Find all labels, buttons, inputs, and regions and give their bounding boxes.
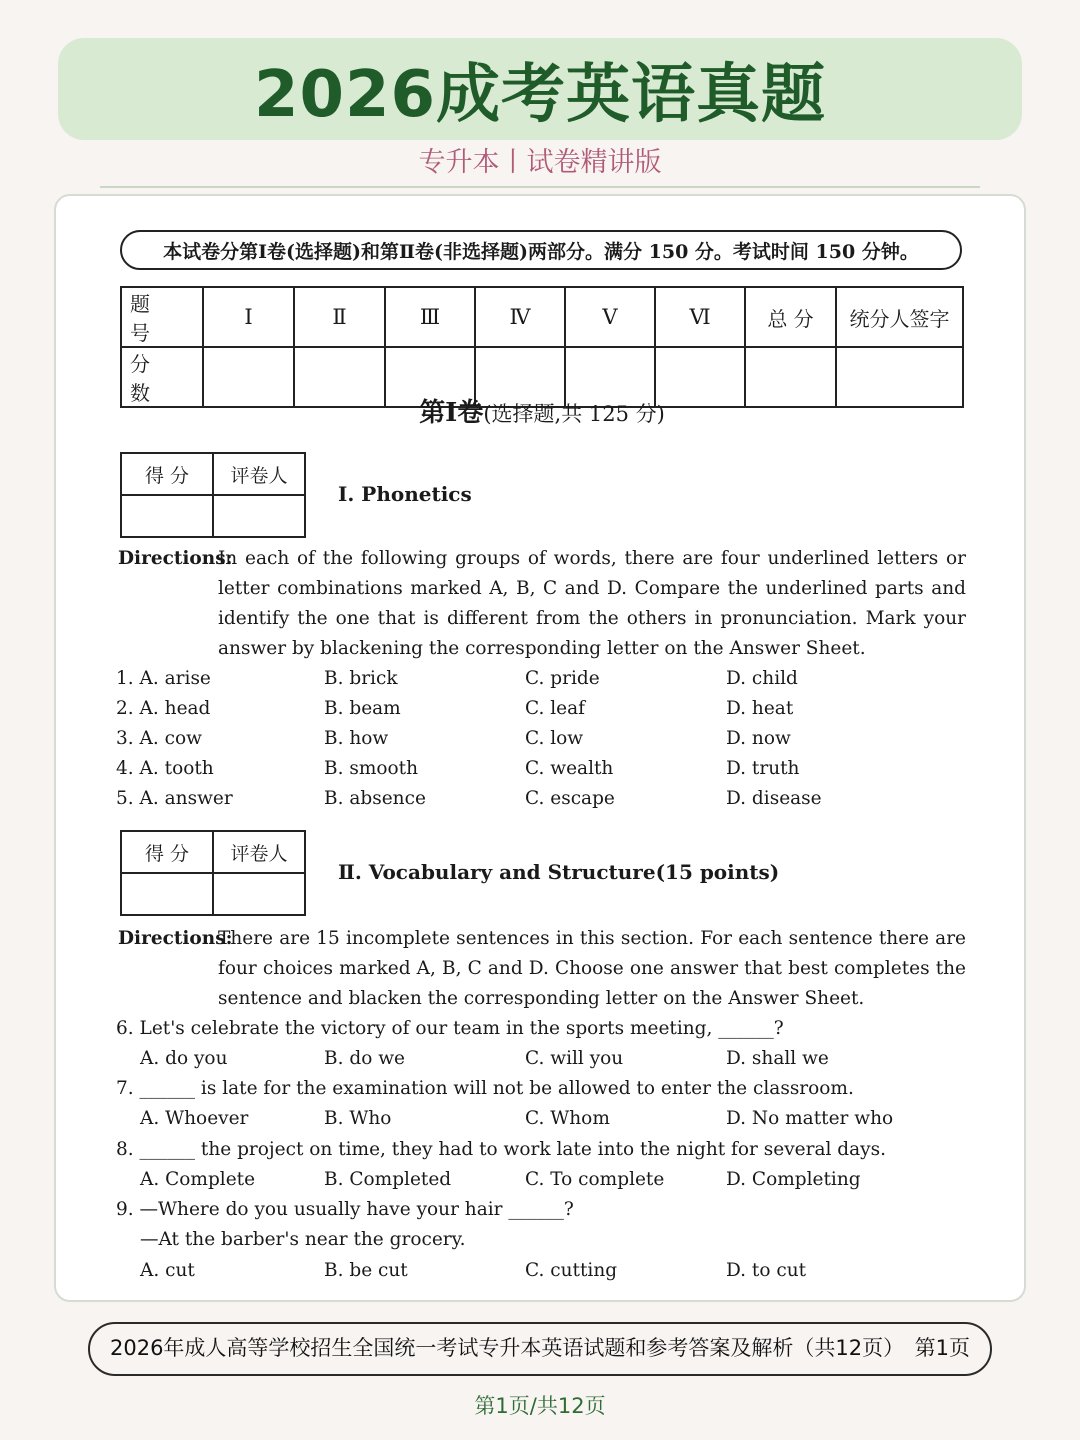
score-table-header: 总 分: [745, 287, 836, 347]
question-stem: 8. ______ the project on time, they had to work late into the night for several days.: [116, 1139, 886, 1160]
option: A. do you: [140, 1048, 228, 1069]
question-row: [116, 788, 976, 818]
option: 4. A. tooth: [116, 758, 214, 779]
grade-cell: [213, 495, 305, 537]
score-table-header: 题 号: [121, 287, 203, 347]
score-table-header: Ⅴ: [565, 287, 655, 347]
option: C. leaf: [525, 698, 585, 719]
question-row: [140, 1108, 1000, 1138]
question-row: [140, 1260, 1000, 1290]
score-table-header: Ⅲ: [385, 287, 475, 347]
grade-score-label: 得 分: [121, 453, 213, 495]
grade-box: [120, 452, 306, 538]
section-title-vocabulary: Ⅱ. Vocabulary and Structure(15 points): [338, 860, 780, 884]
option: B. Who: [324, 1108, 392, 1129]
volume-note: (选择题,共 125 分): [483, 402, 665, 426]
volume-heading: [56, 392, 1028, 429]
question-stem: 9. —Where do you usually have your hair ______?: [116, 1199, 574, 1220]
option: C. cutting: [525, 1260, 618, 1281]
footer-text: 2026年成人高等学校招生全国统一考试专升本英语试题和参考答案及解析（共12页） 第1页: [109, 1336, 971, 1360]
question-stem: 6. Let's celebrate the victory of our team in the sports meeting, ______?: [116, 1018, 784, 1039]
question-row: [140, 1169, 1000, 1199]
title-banner: [58, 38, 1022, 140]
page-count: 第1页/共12页: [474, 1394, 606, 1418]
directions-phonetics: [118, 544, 966, 664]
option: D. now: [726, 728, 791, 749]
grade-cell: [213, 873, 305, 915]
option: D. truth: [726, 758, 800, 779]
score-table-header: Ⅵ: [655, 287, 745, 347]
option: B. brick: [324, 668, 398, 689]
option: D. shall we: [726, 1048, 829, 1069]
question-stem: 7. ______ is late for the examination will not be allowed to enter the classroom.: [116, 1078, 854, 1099]
option: D. child: [726, 668, 798, 689]
directions-label: Directions:: [118, 548, 233, 569]
exam-notice: 本试卷分第Ⅰ卷(选择题)和第Ⅱ卷(非选择题)两部分。满分 150 分。考试时间 150 分钟。: [120, 230, 962, 270]
option: B. how: [324, 728, 389, 749]
grade-score-label: 得 分: [121, 831, 213, 873]
option: 3. A. cow: [116, 728, 202, 749]
grade-box: [120, 830, 306, 916]
option: C. Whom: [525, 1108, 610, 1129]
option: 2. A. head: [116, 698, 211, 719]
directions-label: Directions:: [118, 928, 233, 949]
option: B. beam: [324, 698, 401, 719]
option: 1. A. arise: [116, 668, 211, 689]
option: B. do we: [324, 1048, 406, 1069]
page-title: 2026成考英语真题: [253, 58, 827, 132]
directions-vocabulary: [118, 924, 966, 1014]
question-row: [116, 758, 976, 788]
option: C. will you: [525, 1048, 624, 1069]
score-table-header: Ⅱ: [294, 287, 385, 347]
option: D. disease: [726, 788, 822, 809]
option: D. heat: [726, 698, 794, 719]
directions-text: There are 15 incomplete sentences in this section. For each sentence there are four choices marked A, B, C and D. Choose one answer that best completes the sentence and blacken the corresponding letter on the Answer Sheet.: [218, 928, 966, 1009]
question-stem: —At the barber's near the grocery.: [140, 1229, 466, 1250]
option: B. smooth: [324, 758, 419, 779]
option: C. wealth: [525, 758, 614, 779]
score-table-header: 统分人签字: [836, 287, 963, 347]
option: D. No matter who: [726, 1108, 894, 1129]
score-table-row-label: 分 数: [121, 347, 203, 407]
option: C. escape: [525, 788, 615, 809]
grade-cell: [121, 873, 213, 915]
exam-paper: [54, 194, 1026, 1302]
option: C. To complete: [525, 1169, 665, 1190]
subtitle: 专升本丨试卷精讲版: [418, 147, 662, 178]
grade-grader-label: 评卷人: [213, 453, 305, 495]
option: C. low: [525, 728, 584, 749]
section-title-phonetics: Ⅰ. Phonetics: [338, 482, 472, 506]
directions-text: In each of the following groups of words, there are four underlined letters or letter combinations marked A, B, C and D. Compare the underlined parts and identify the one that is different from the others in pronunciation. Mark your answer by blackening the corresponding letter on the Answer Sheet.: [218, 548, 966, 659]
question-row: [116, 728, 976, 758]
option: D. Completing: [726, 1169, 861, 1190]
question-row: [116, 698, 976, 728]
option: B. absence: [324, 788, 426, 809]
score-table: [120, 286, 964, 408]
volume-title: 第Ⅰ卷: [419, 398, 484, 428]
question-row: [116, 668, 976, 698]
grade-cell: [121, 495, 213, 537]
question-row: [140, 1048, 1000, 1078]
option: A. Complete: [140, 1169, 256, 1190]
score-table-header: Ⅰ: [203, 287, 294, 347]
option: B. be cut: [324, 1260, 408, 1281]
option: A. Whoever: [140, 1108, 249, 1129]
option: A. cut: [140, 1260, 195, 1281]
option: C. pride: [525, 668, 600, 689]
divider: [100, 186, 980, 188]
score-table-header: Ⅳ: [475, 287, 565, 347]
option: B. Completed: [324, 1169, 452, 1190]
option: D. to cut: [726, 1260, 807, 1281]
grade-grader-label: 评卷人: [213, 831, 305, 873]
option: 5. A. answer: [116, 788, 233, 809]
